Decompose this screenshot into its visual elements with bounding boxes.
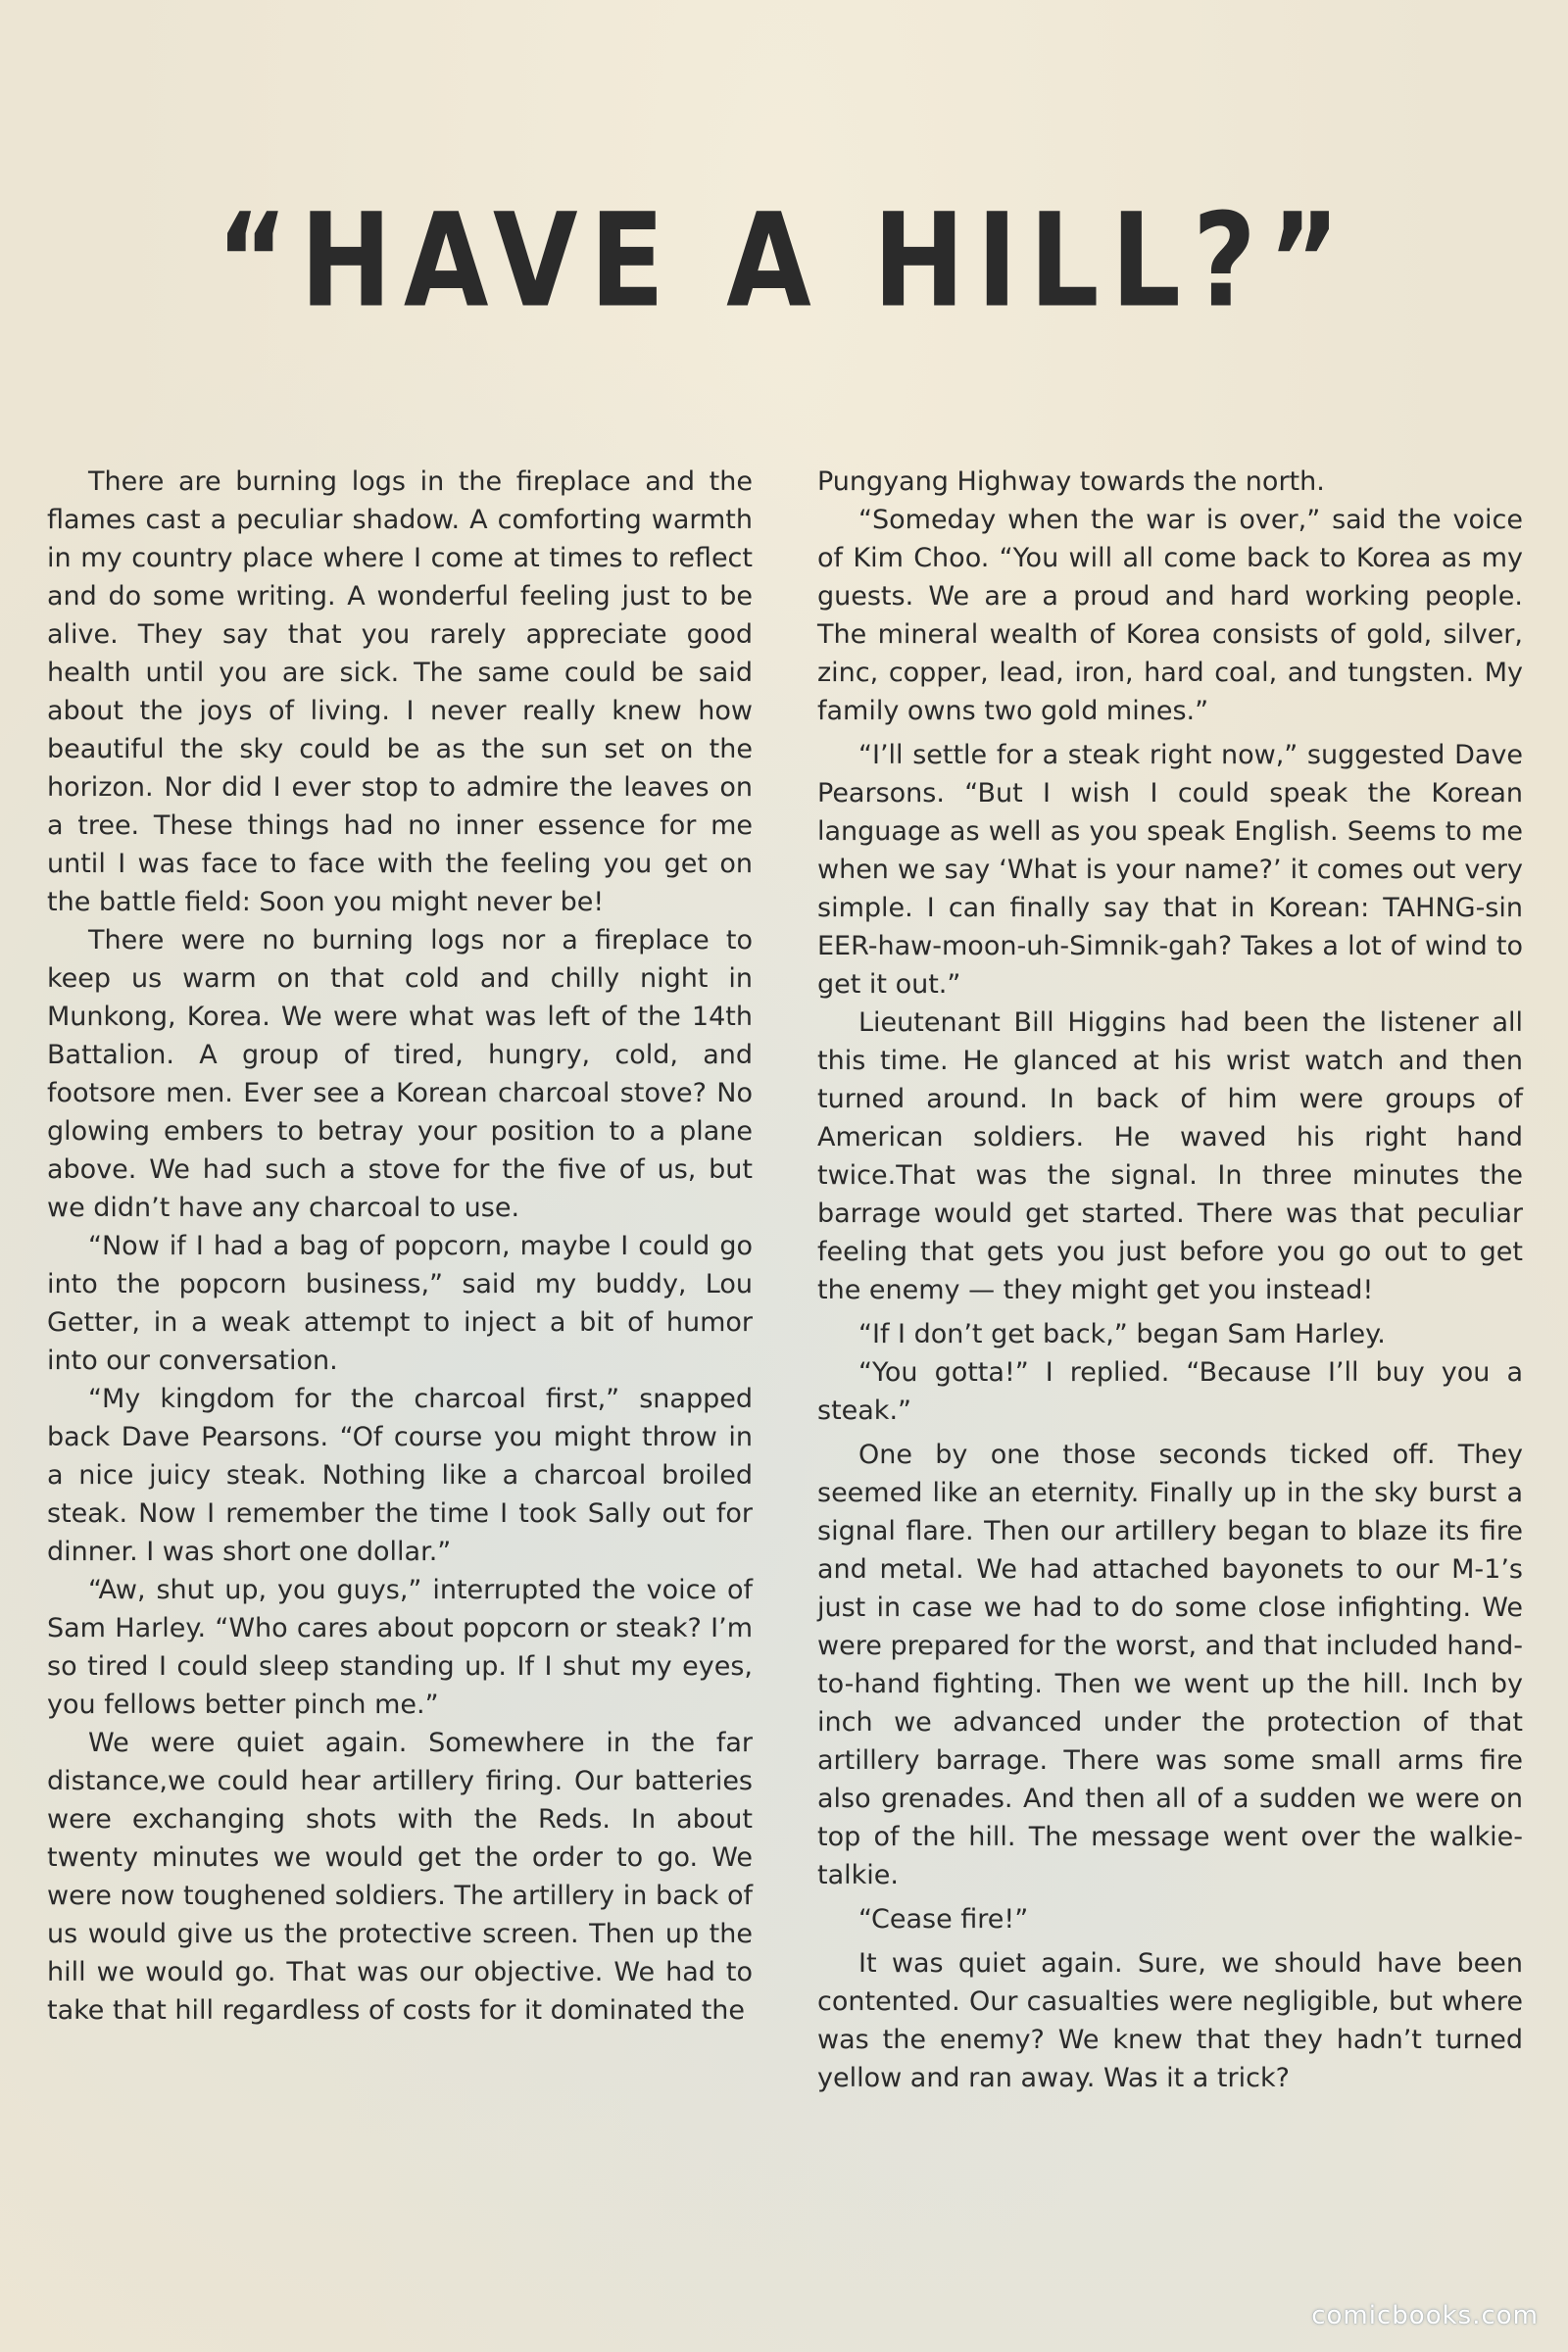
paragraph: One by one those seconds ticked off. They seemed like an eternity. Finally up in the sky burst a signal flare. Then our artillery began to blaze its fire and metal. We had attached bayonets to our M-1’s just in case we had to do some close infighting. We were prepared for the worst, and that included hand-to-hand fighting. Then we went up the hill. Inch by inch we advanced under the protection of that artillery barrage. There was some small arms fire also grenades. And then all of a sudden we were on top of the hill. The message went over the walkie-talkie. [817, 1440, 1523, 1890]
site-watermark: comicbooks.com [1311, 2301, 1539, 2330]
paragraph: We were quiet again. Somewhere in the far distance,we could hear artillery firing. Our batteries were exchanging shots with the Reds. In about twenty minutes we would get the order to go. We were now toughened soldiers. The artillery in back of us would give us the protective screen. Then up the hill we would go. That was our objective. We had to take that hill regardless of costs for it dominated the [47, 1728, 753, 2026]
right-column [817, 463, 1523, 2097]
left-column [47, 463, 753, 2030]
paragraph: “If I don’t get back,” began Sam Harley. [858, 1319, 1386, 1349]
paragraph: “You gotta!” I replied. “Because I’ll buy you a steak.” [817, 1357, 1523, 1426]
paragraph: “Now if I had a bag of popcorn, maybe I could go into the popcorn business,” said my buddy, Lou Getter, in a weak attempt to inject a bit of humor into our conversation. [47, 1231, 753, 1376]
paragraph: “My kingdom for the charcoal first,” snapped back Dave Pearsons. “Of course you might throw in a nice juicy steak. Nothing like a charcoal broiled steak. Now I remember the time I took Sally out for dinner. I was short one dollar.” [47, 1384, 753, 1567]
paragraph: “Aw, shut up, you guys,” interrupted the voice of Sam Harley. “Who cares about popcorn or steak? I’m so tired I could sleep standing up. If I shut my eyes, you fellows better pinch me.” [47, 1575, 753, 1720]
paragraph: There are burning logs in the fireplace and the flames cast a peculiar shadow. A comforting warmth in my country place where I come at times to reflect and do some writing. A wonderful feeling just to be alive. They say that you rarely appreciate good health until you are sick. The same could be said about the joys of living. I never really knew how beautiful the sky could be as the sun set on the horizon. Nor did I ever stop to admire the leaves on a tree. These things had no inner essence for me until I was face to face with the feeling you get on the battle field: Soon you might never be! [47, 466, 753, 917]
paragraph: It was quiet again. Sure, we should have been contented. Our casualties were negligible, but where was the enemy? We knew that they hadn’t turned yellow and ran away. Was it a trick? [817, 1948, 1523, 2093]
paragraph: Lieutenant Bill Higgins had been the listener all this time. He glanced at his wrist watch and then turned around. In back of him were groups of American soldiers. He waved his right hand twice.That was the signal. In three minutes the barrage would get started. There was that peculiar feeling that gets you just before you go out to get the enemy — they might get you instead! [817, 1007, 1523, 1305]
story-title: “HAVE A HILL?” [216, 186, 1352, 337]
paragraph: There were no burning logs nor a fireplace to keep us warm on that cold and chilly night in Munkong, Korea. We were what was left of the 14th Battalion. A group of tired, hungry, cold, and footsore men. Ever see a Korean charcoal stove? No glowing embers to betray your position to a plane above. We had such a stove for the five of us, but we didn’t have any charcoal to use. [47, 925, 753, 1223]
paragraph: “I’ll settle for a steak right now,” suggested Dave Pearsons. “But I wish I could speak the Korean language as well as you speak English. Seems to me when we say ‘What is your name?’ it comes out very simple. I can finally say that in Korean: TAHNG-sin EER-haw-moon-uh-Simnik-gah? Takes a lot of wind to get it out.” [817, 740, 1523, 1000]
paragraph: Pungyang Highway towards the north. [817, 466, 1325, 497]
paragraph: “Cease fire!” [858, 1904, 1029, 1935]
paragraph: “Someday when the war is over,” said the voice of Kim Choo. “You will all come back to Korea as my guests. We are a proud and hard working people. The mineral wealth of Korea consists of gold, silver, zinc, copper, lead, iron, hard coal, and tungsten. My family owns two gold mines.” [817, 505, 1523, 726]
